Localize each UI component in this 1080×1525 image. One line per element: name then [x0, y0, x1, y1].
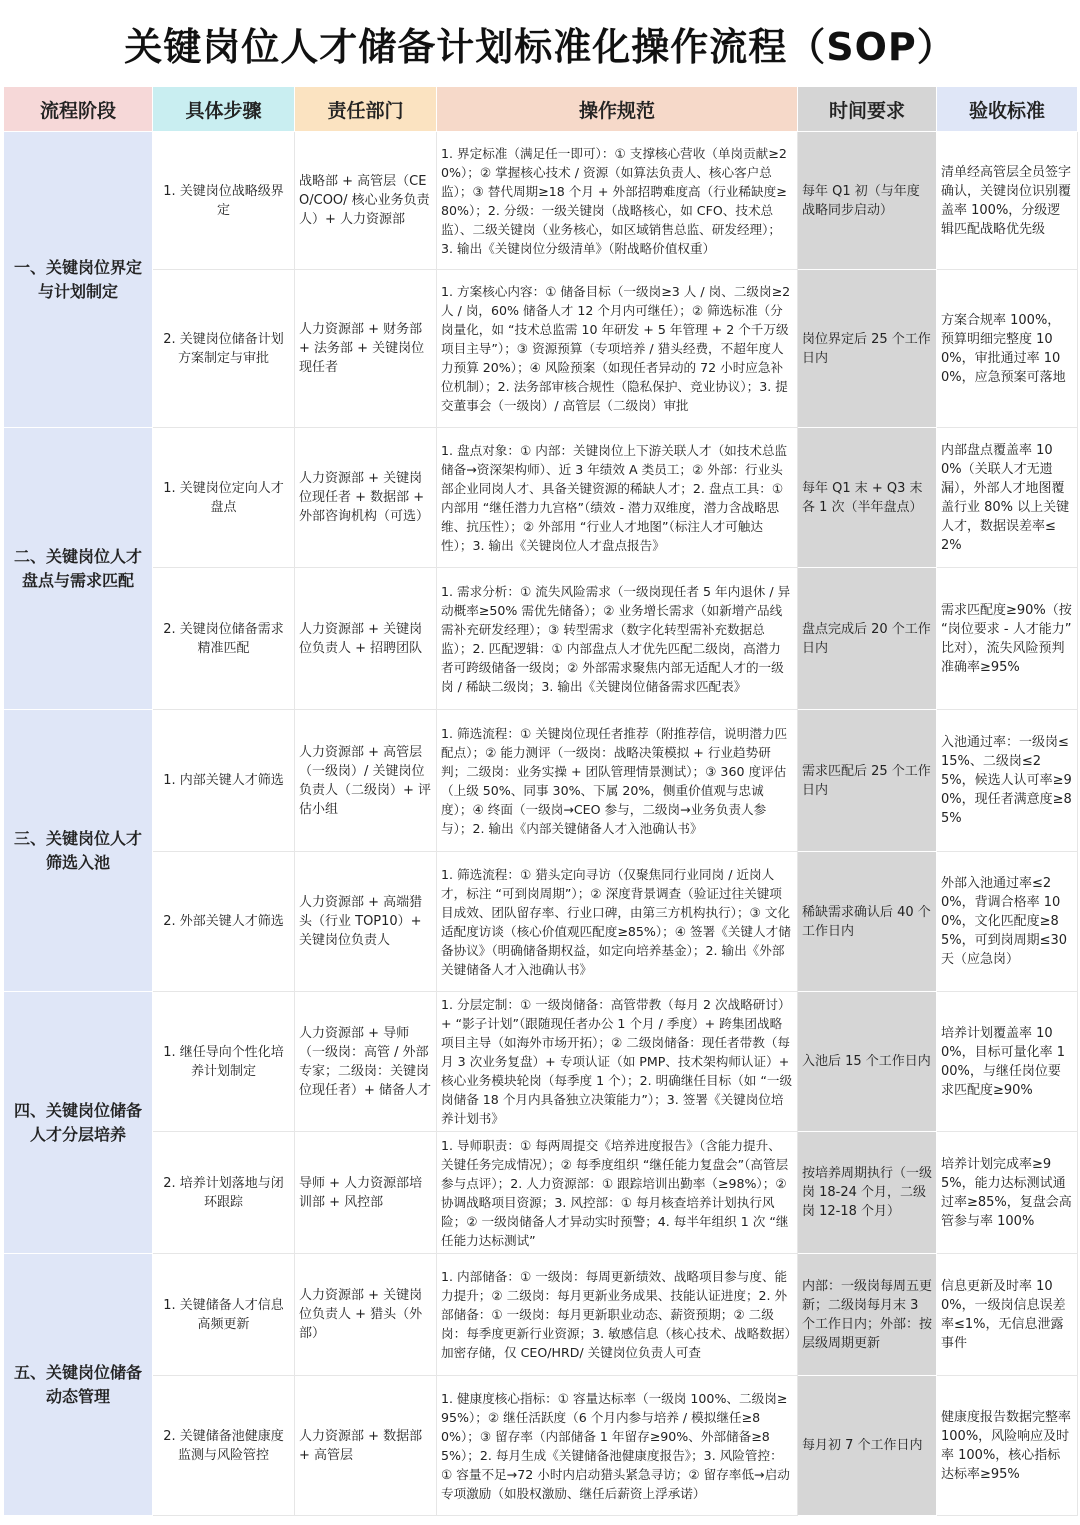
step-cell: 1. 继任导向个性化培养计划制定 [153, 992, 295, 1132]
spec-cell: 1. 界定标准（满足任一即可）：① 支撑核心营收（单岗贡献≥20%）；② 掌握核心技术 / 资源（如算法负责人、核心客户总监）；③ 替代周期≥18 个月 + 外部招聘难度高（行业稀缺度≥80%）；2. 分级：一级关键岗（战略核心，如 CFO、技术总监）、二级关键岗（业务核心，如区域销售总监、研发经理）；3. 输出《关键岗位分级清单》（附战略价值权重） [437, 132, 798, 270]
dept-cell: 人力资源部 + 财务部 + 法务部 + 关键岗位现任者 [295, 270, 437, 428]
time-cell: 稀缺需求确认后 40 个工作日内 [798, 852, 937, 992]
dept-cell: 人力资源部 + 关键岗位负责人 + 招聘团队 [295, 568, 437, 710]
stage-cell: 三、关键岗位人才筛选入池 [4, 710, 153, 992]
spec-cell: 1. 盘点对象：① 内部：关键岗位上下游关联人才（如技术总监储备→资深架构师）、近 3 年绩效 A 类员工；② 外部：行业头部企业同岗人才、具备关键资源的稀缺人才；2. 盘点工具：① 内部用 “继任潜力九宫格”（绩效 - 潜力双维度，潜力含战略思维、抗压性）；② 外部用 “行业人才地图”（标注人才可触达性）；3. 输出《关键岗位人才盘点报告》 [437, 428, 798, 568]
dept-cell: 人力资源部 + 关键岗位现任者 + 数据部 + 外部咨询机构（可选） [295, 428, 437, 568]
step-cell: 1. 关键岗位定向人才盘点 [153, 428, 295, 568]
time-cell: 入池后 15 个工作日内 [798, 992, 937, 1132]
step-cell: 1. 内部关键人才筛选 [153, 710, 295, 852]
accept-cell: 清单经高管层全员签字确认，关键岗位识别覆盖率 100%，分级逻辑匹配战略优先级 [937, 132, 1078, 270]
header-stage: 流程阶段 [4, 87, 153, 132]
step-cell: 2. 关键储备池健康度监测与风险管控 [153, 1376, 295, 1516]
table-row [4, 1254, 1078, 1376]
spec-cell: 1. 分层定制：① 一级岗储备：高管带教（每月 2 次战略研讨）+ “影子计划”（跟随现任者办公 1 个月 / 季度）+ 跨集团战略项目主导（如海外市场开拓）；② 二级岗储备：现任者带教（每月 3 次业务复盘）+ 专项认证（如 PMP、技术架构师认证）+ 核心业务模块轮岗（每季度 1 个）；2. 明确继任目标（如 “一级岗储备 18 个月内具备独立决策能力”）；3. 签署《关键岗位培养计划书》 [437, 992, 798, 1132]
time-cell: 每月初 7 个工作日内 [798, 1376, 937, 1516]
header-time: 时间要求 [798, 87, 937, 132]
spec-cell: 1. 内部储备：① 一级岗：每周更新绩效、战略项目参与度、能力提升；② 二级岗：每月更新业务成果、技能认证进度；2. 外部储备：① 一级岗：每月更新职业动态、薪资预期；② 二级岗：每季度更新行业资源；3. 敏感信息（核心技术、战略数据）加密存储，仅 CEO/HRD/ 关键岗位负责人可查 [437, 1254, 798, 1376]
dept-cell: 导师 + 人力资源部培训部 + 风控部 [295, 1132, 437, 1254]
step-cell: 2. 关键岗位储备需求精准匹配 [153, 568, 295, 710]
table-row [4, 270, 1078, 428]
table-row [4, 132, 1078, 270]
header-step: 具体步骤 [153, 87, 295, 132]
stage-cell: 二、关键岗位人才盘点与需求匹配 [4, 428, 153, 710]
accept-cell: 入池通过率：一级岗≤15%、二级岗≤25%，候选人认可率≥90%，现任者满意度≥85% [937, 710, 1078, 852]
time-cell: 每年 Q1 末 + Q3 末各 1 次（半年盘点） [798, 428, 937, 568]
spec-cell: 1. 筛选流程：① 关键岗位现任者推荐（附推荐信，说明潜力匹配点）；② 能力测评（一级岗：战略决策模拟 + 行业趋势研判；二级岗：业务实操 + 团队管理情景测试）；③ 360 度评估（上级 50%、同事 30%、下属 20%，侧重价值观与忠诚度）；④ 终面（一级岗→CEO 参与，二级岗→业务负责人参与）；2. 输出《内部关键储备人才入池确认书》 [437, 710, 798, 852]
time-cell: 按培养周期执行（一级岗 18-24 个月，二级岗 12-18 个月） [798, 1132, 937, 1254]
accept-cell: 培养计划完成率≥95%，能力达标测试通过率≥85%，复盘会高管参与率 100% [937, 1132, 1078, 1254]
header-dept: 责任部门 [295, 87, 437, 132]
accept-cell: 内部盘点覆盖率 100%（关联人才无遗漏），外部人才地图覆盖行业 80% 以上关键人才，数据误差率≤2% [937, 428, 1078, 568]
time-cell: 内部：一级岗每周五更新；二级岗每月末 3 个工作日内；外部：按层级周期更新 [798, 1254, 937, 1376]
table-row [4, 852, 1078, 992]
accept-cell: 需求匹配度≥90%（按 “岗位要求 - 人才能力” 比对），流失风险预判准确率≥95% [937, 568, 1078, 710]
accept-cell: 培养计划覆盖率 100%，目标可量化率 100%，与继任岗位要求匹配度≥90% [937, 992, 1078, 1132]
spec-cell: 1. 筛选流程：① 猎头定向寻访（仅聚焦同行业同岗 / 近岗人才，标注 “可到岗周期”）；② 深度背景调查（验证过往关键项目成效、团队留存率、行业口碑，由第三方机构执行）；③ 文化适配度访谈（核心价值观匹配度≥85%）；④ 签署《关键人才储备协议》（明确储备期权益，如定向培养基金）；2. 输出《外部关键储备人才入池确认书》 [437, 852, 798, 992]
step-cell: 1. 关键岗位战略级界定 [153, 132, 295, 270]
dept-cell: 人力资源部 + 导师（一级岗：高管 / 外部专家；二级岗：关键岗位现任者）+ 储备人才 [295, 992, 437, 1132]
header-row [4, 87, 1078, 132]
table-row [4, 428, 1078, 568]
spec-cell: 1. 需求分析：① 流失风险需求（一级岗现任者 5 年内退休 / 异动概率≥50% 需优先储备）；② 业务增长需求（如新增产品线需补充研发经理）；③ 转型需求（数字化转型需补充数据总监）；2. 匹配逻辑：① 内部盘点人才优先匹配二级岗，高潜力者可跨级储备一级岗；② 外部需求聚焦内部无适配人才的一级岗 / 稀缺二级岗；3. 输出《关键岗位储备需求匹配表》 [437, 568, 798, 710]
table-row [4, 568, 1078, 710]
time-cell: 盘点完成后 20 个工作日内 [798, 568, 937, 710]
accept-cell: 信息更新及时率 100%，一级岗信息误差率≤1%，无信息泄露事件 [937, 1254, 1078, 1376]
step-cell: 2. 外部关键人才筛选 [153, 852, 295, 992]
time-cell: 每年 Q1 初（与年度战略同步启动） [798, 132, 937, 270]
table-row [4, 1376, 1078, 1516]
time-cell: 需求匹配后 25 个工作日内 [798, 710, 937, 852]
step-cell: 2. 培养计划落地与闭环跟踪 [153, 1132, 295, 1254]
stage-cell: 四、关键岗位储备人才分层培养 [4, 992, 153, 1254]
stage-cell: 一、关键岗位界定与计划制定 [4, 132, 153, 428]
accept-cell: 健康度报告数据完整率 100%，风险响应及时率 100%，核心指标达标率≥95% [937, 1376, 1078, 1516]
dept-cell: 人力资源部 + 高端猎头（行业 TOP10）+ 关键岗位负责人 [295, 852, 437, 992]
dept-cell: 人力资源部 + 数据部 + 高管层 [295, 1376, 437, 1516]
time-cell: 岗位界定后 25 个工作日内 [798, 270, 937, 428]
accept-cell: 方案合规率 100%，预算明细完整度 100%，审批通过率 100%，应急预案可落地 [937, 270, 1078, 428]
accept-cell: 外部入池通过率≤20%，背调合格率 100%，文化匹配度≥85%，可到岗周期≤30 天（应急岗） [937, 852, 1078, 992]
dept-cell: 人力资源部 + 高管层（一级岗）/ 关键岗位负责人（二级岗）+ 评估小组 [295, 710, 437, 852]
dept-cell: 战略部 + 高管层（CEO/COO/ 核心业务负责人）+ 人力资源部 [295, 132, 437, 270]
spec-cell: 1. 导师职责：① 每两周提交《培养进度报告》（含能力提升、关键任务完成情况）；② 每季度组织 “继任能力复盘会”（高管层参与点评）；2. 人力资源部：① 跟踪培训出勤率（≥98%）；② 协调战略项目资源；3. 风控部：① 每月核查培养计划执行风险；② 一级岗储备人才异动实时预警；4. 每半年组织 1 次 “继任能力达标测试” [437, 1132, 798, 1254]
table-row [4, 992, 1078, 1132]
stage-cell: 五、关键岗位储备动态管理 [4, 1254, 153, 1516]
page-title: 关键岗位人才储备计划标准化操作流程（SOP） [124, 24, 956, 69]
step-cell: 1. 关键储备人才信息高频更新 [153, 1254, 295, 1376]
table-row [4, 1132, 1078, 1254]
spec-cell: 1. 方案核心内容：① 储备目标（一级岗≥3 人 / 岗、二级岗≥2 人 / 岗，60% 储备人才 12 个月内可继任）；② 筛选标准（分岗量化，如 “技术总监需 10 年研发 + 5 年管理 + 2 个千万级项目主导”）；③ 资源预算（专项培养 / 猎头经费，不超年度人力预算 20%）；④ 风险预案（如现任者异动的 72 小时应急补位机制）；2. 法务部审核合规性（隐私保护、竞业协议）；3. 提交董事会（一级岗）/ 高管层（二级岗）审批 [437, 270, 798, 428]
dept-cell: 人力资源部 + 关键岗位负责人 + 猎头（外部） [295, 1254, 437, 1376]
table-row [4, 710, 1078, 852]
header-spec: 操作规范 [437, 87, 798, 132]
step-cell: 2. 关键岗位储备计划方案制定与审批 [153, 270, 295, 428]
sop-table [3, 86, 1078, 1516]
header-accept: 验收标准 [937, 87, 1078, 132]
spec-cell: 1. 健康度核心指标：① 容量达标率（一级岗 100%、二级岗≥95%）；② 继任活跃度（6 个月内参与培养 / 模拟继任≥80%）；③ 留存率（内部储备 1 年留存≥90%、外部储备≥85%）；2. 每月生成《关键储备池健康度报告》；3. 风险管控：① 容量不足→72 小时内启动猎头紧急寻访；② 留存率低→启动专项激励（如股权激励、继任后薪资上浮承诺） [437, 1376, 798, 1516]
